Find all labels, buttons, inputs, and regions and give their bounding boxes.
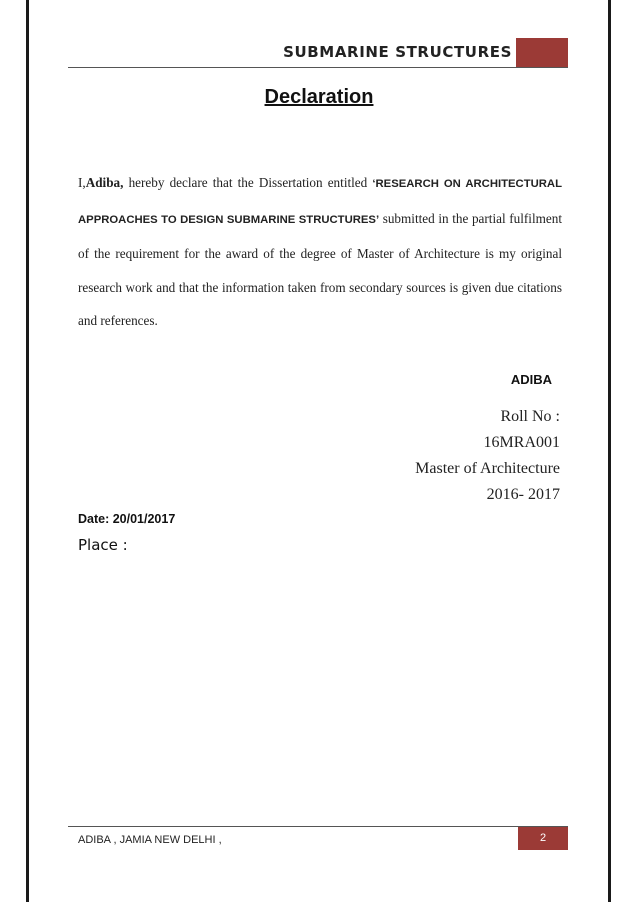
- header-title: SUBMARINE STRUCTURES: [283, 43, 512, 61]
- header-rule: [68, 67, 568, 68]
- page-header: [68, 38, 568, 68]
- declaration-paragraph: [78, 166, 562, 338]
- roll-number-label: Roll No :: [500, 408, 560, 425]
- declaration-date: Date: 20/01/2017: [78, 512, 176, 526]
- page-border-left: [26, 0, 29, 902]
- footer-page-badge: [518, 827, 568, 850]
- declaration-text-1: hereby declare that the Dissertation entitled: [123, 175, 373, 190]
- declaration-prefix: I,: [78, 175, 86, 190]
- academic-session: 2016- 2017: [486, 486, 560, 503]
- signature-name: ADIBA: [510, 372, 552, 387]
- page-footer: [68, 826, 568, 850]
- page-number: 2: [539, 832, 547, 844]
- footer-rule: [68, 826, 568, 827]
- degree-name: Master of Architecture: [415, 460, 560, 477]
- page-title: Declaration: [264, 86, 374, 108]
- declaration-text-2: submitted in the partial fulfilment of the requirement for the award of the degree of Master of Architecture is my original research work and that the information taken from secondary sources is given due citations and references.: [78, 210, 562, 328]
- page-border-right: [608, 0, 611, 902]
- declarant-name: Adiba,: [85, 175, 124, 190]
- declaration-place: Place :: [78, 536, 128, 554]
- roll-number: 16MRA001: [483, 434, 560, 451]
- footer-text: ADIBA , JAMIA NEW DELHI ,: [78, 834, 222, 846]
- dissertation-title: ‘RESEARCH ON ARCHITECTURAL APPROACHES TO DESIGN SUBMARINE STRUCTURES’: [78, 178, 562, 226]
- header-accent-block: [516, 38, 568, 68]
